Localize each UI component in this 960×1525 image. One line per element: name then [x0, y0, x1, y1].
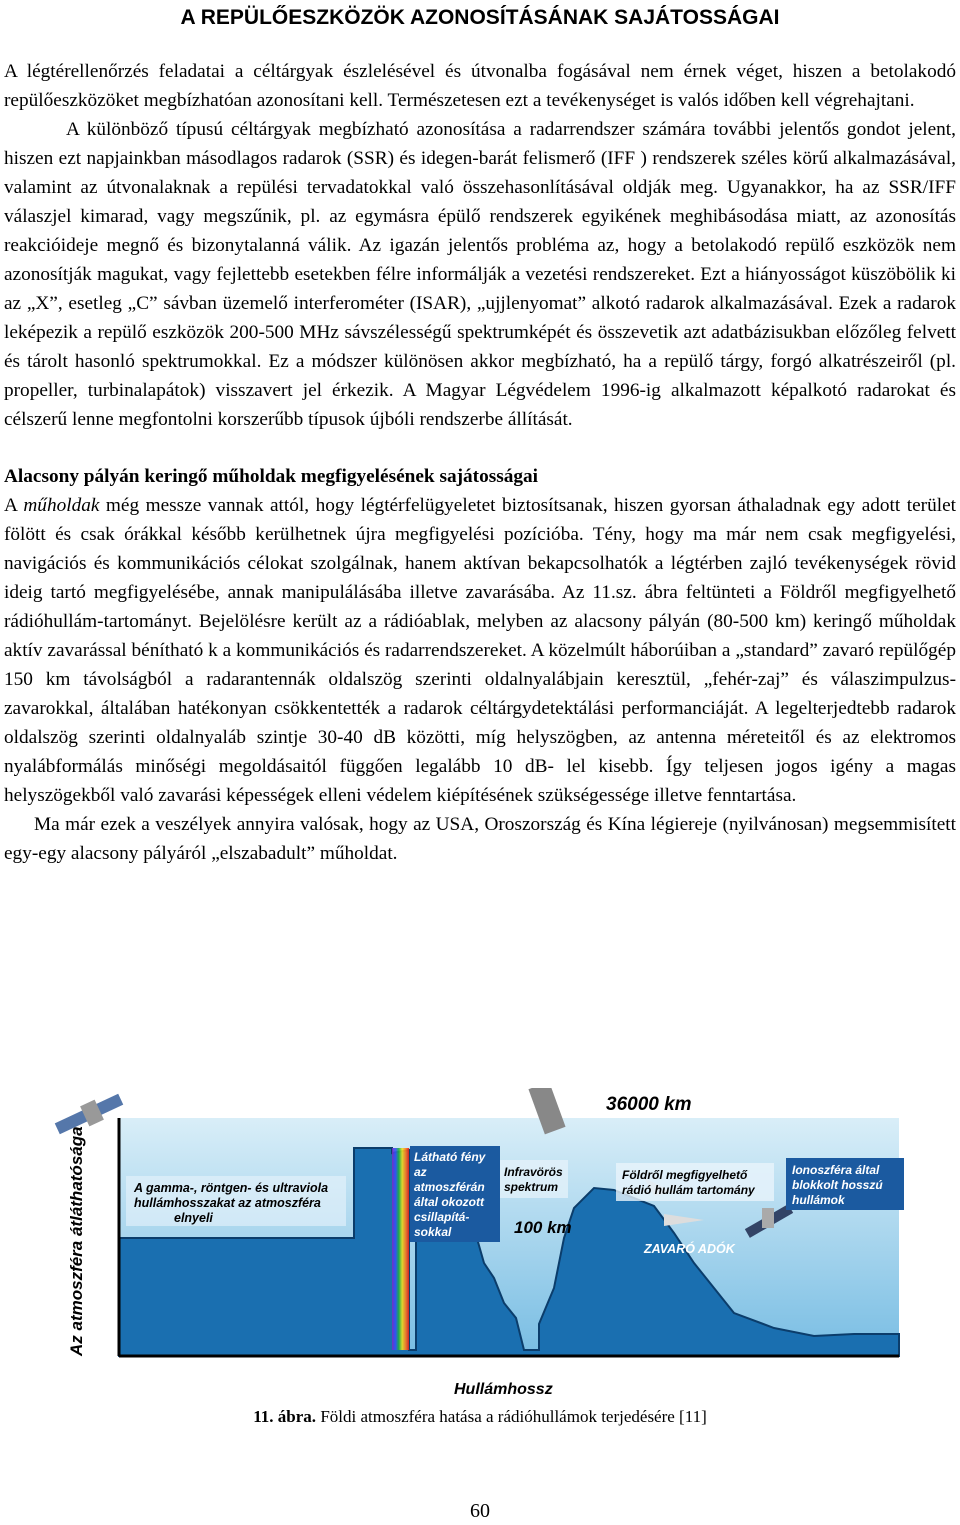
figure-caption: [0, 1405, 960, 1429]
x-axis-label: Hullámhossz: [454, 1381, 553, 1398]
radio-window-label-line-2: rádió hullám tartomány: [622, 1183, 755, 1197]
gamma-label-box: [126, 1176, 346, 1226]
gamma-label-line-2: hullámhosszakat az atmoszféra: [134, 1196, 321, 1210]
paragraph-2: A különböző típusú céltárgyak megbízható azonosítása a radarrendszer számára további jelentős gondot jelent, hiszen ezt napjainkban másodlagos radarok (SSR) és idegen-barát felismerő (IFF ) rendszerek széles körű alkalmazásával, valamint az útvonalaknak a repülési tervadatokkal való összehasonlításával oldják meg. Ugyanakkor, ha az SSR/IFF válaszjel kimarad, vagy megszűnik, pl. az egymásra épülő rendszerek egyikének meghibásodása miatt, az azonosítás reakcióideje megnő és bizonytalanná válik. Az igazán jelentős probléma az, hogy a betolakodó repülő eszközök nem azonosítják magukat, vagy fejlettebb esetekben félre informálják a vezetési rendszereket. Ezt a hiányosságot küszöbölik ki az „X”, esetleg „C” sávban üzemelő interferométer (ISAR), „ujjlenyomat” alkotó radarok alkalmazásával. Ezek a radarok leképezik a repülő eszközök 200-500 MHz sávszélességű spektrumképét és összevetik azt adatbázisukban előzőleg felvett és tárolt hasonló spektrumokkal. Ez a módszer különösen akkor megbízható, ha a repülő tárgy, forgó alkatrészeiről (pl. propeller, turbinalapátok) visszavert jel érkezik. A Magyar Légvédelem 1996-ig alkalmazott képalkotó radarokat és célszerű lenne megfontolni korszerűbb típusok újbóli rendszerbe állítását.: [4, 119, 956, 430]
infrared-label-line-1: Infravörös: [504, 1165, 563, 1179]
page-title: A REPÜLŐESZKÖZÖK AZONOSÍTÁSÁNAK SAJÁTOSSÁGAI: [180, 6, 780, 29]
satellite-left-icon: [55, 1094, 124, 1134]
caption-text: Földi atmoszféra hatása a rádióhullámok terjedésére [11]: [316, 1407, 707, 1426]
infrared-label: [504, 1165, 566, 1194]
paragraph-3-italic: műholdak: [23, 495, 100, 516]
caption-number: 11. ábra.: [253, 1407, 317, 1426]
gamma-label-line-3: elnyeli: [174, 1211, 213, 1225]
paragraph-1: A légtérellenőrzés feladatai a céltárgyak észlelésével és útvonalba fogásával nem érnek véget, hiszen a betolakodó repülőeszközöket megbízhatóan azonosítani kell. Természetesen ezt a tevékenységet is valós időben kell végrehajtani.: [4, 61, 956, 111]
visible-label-box: [410, 1146, 500, 1242]
paragraph-3: [4, 491, 956, 810]
visible-label-line-2: az: [414, 1165, 427, 1179]
label-36000-km: 36000 km: [606, 1094, 692, 1115]
infrared-label-line-2: spektrum: [504, 1180, 559, 1194]
ionosphere-label-box: [786, 1158, 904, 1210]
paragraph-4: Ma már ezek a veszélyek annyira valósak, hogy az USA, Oroszország és Kína légiereje (nyilvánosan) megsemmisített egy-egy alacsony pályáról „elszabadult” műholdat.: [4, 814, 956, 864]
gamma-label-line-1: A gamma-, röntgen- és ultraviola: [134, 1181, 329, 1195]
radio-window-label-box: [616, 1163, 774, 1201]
paragraph-3-rest: még messze vannak attól, hogy légtérfelügyeletet biztosítsanak, hiszen gyorsan áthaladnak egy adott terület fölött és csak órákkal később kerülhetnek újra megfigyelési pozícióba. Tény, hogy ma már nem csak megfigyelési, navigációs és kommunikációs célokat szolgálnak, hanem aktívan bekapcsolhatók a légtérben zajló tevékenységek rövid ideig tartó megfigyelésébe, annak manipulálásába illetve zavarásába. Az 11.sz. ábra feltünteti a Földről megfigyelhető rádióhullám-tartományt. Bejelölésre került az a rádióablak, melyben az alacsony pályán (80-500 km) keringő műholdak aktív zavarással bénítható k a kommunikációs és radarrendszereket. A közelmúlt háborúiban a „standard” zavaró repülőgép 150 km távolságból a radarantennák oldalszög szerinti oldalnyalábjain keresztül, „fehér-zaj” és válaszimpulzus-zavarokkal, általában hatékonyan csökkentették a radarok céltárgydetektálási performanciáját. A legelterjedtebb radarok oldalszög szerinti oldalnyaláb szintje 30-40 dB közötti, míg helyszögben, az antenna méreteitől és az elektromos nyalábformálás minőségi megoldásaitól függően legalább 10 dB- lel kisebb. Így teljesen jogos igény a magas helyszögekből való zavarási képességek elleni védelem kiépítésének szükségessége illetve fenntartása.: [4, 495, 956, 806]
visible-label-line-1: Látható fény: [414, 1150, 486, 1164]
jammers-label: ZAVARÓ ADÓK: [644, 1242, 735, 1256]
visible-spectrum-bar: [392, 1148, 409, 1350]
document-page: [4, 0, 956, 868]
visible-label-line-3: atmoszférán: [414, 1180, 485, 1194]
ionosphere-label-line-3: hullámok: [792, 1193, 845, 1207]
radio-window-label-line-1: Földről megfigyelhető: [622, 1168, 748, 1182]
paragraph-3-start: A: [4, 495, 24, 516]
visible-label-line-4: által okozott: [414, 1195, 485, 1209]
ionosphere-label-line-1: Ionoszféra által: [792, 1163, 880, 1177]
infrared-label-box: [500, 1160, 568, 1198]
y-axis-label: Az atmoszféra átláthatósága: [67, 1126, 86, 1356]
label-100-km: 100 km: [514, 1218, 572, 1237]
visible-label-line-5: csillapítá-: [414, 1210, 470, 1224]
atmosphere-figure: [54, 1088, 914, 1406]
visible-label-line-6: sokkal: [414, 1225, 452, 1239]
radio-window-label: [622, 1168, 756, 1197]
section-heading: Alacsony pályán keringő műholdak megfigyelésének sajátosságai: [4, 466, 539, 487]
atmosphere-diagram: [54, 1088, 914, 1406]
ionosphere-label-line-2: blokkolt hosszú: [792, 1178, 883, 1192]
page-number: 60: [470, 1500, 490, 1522]
